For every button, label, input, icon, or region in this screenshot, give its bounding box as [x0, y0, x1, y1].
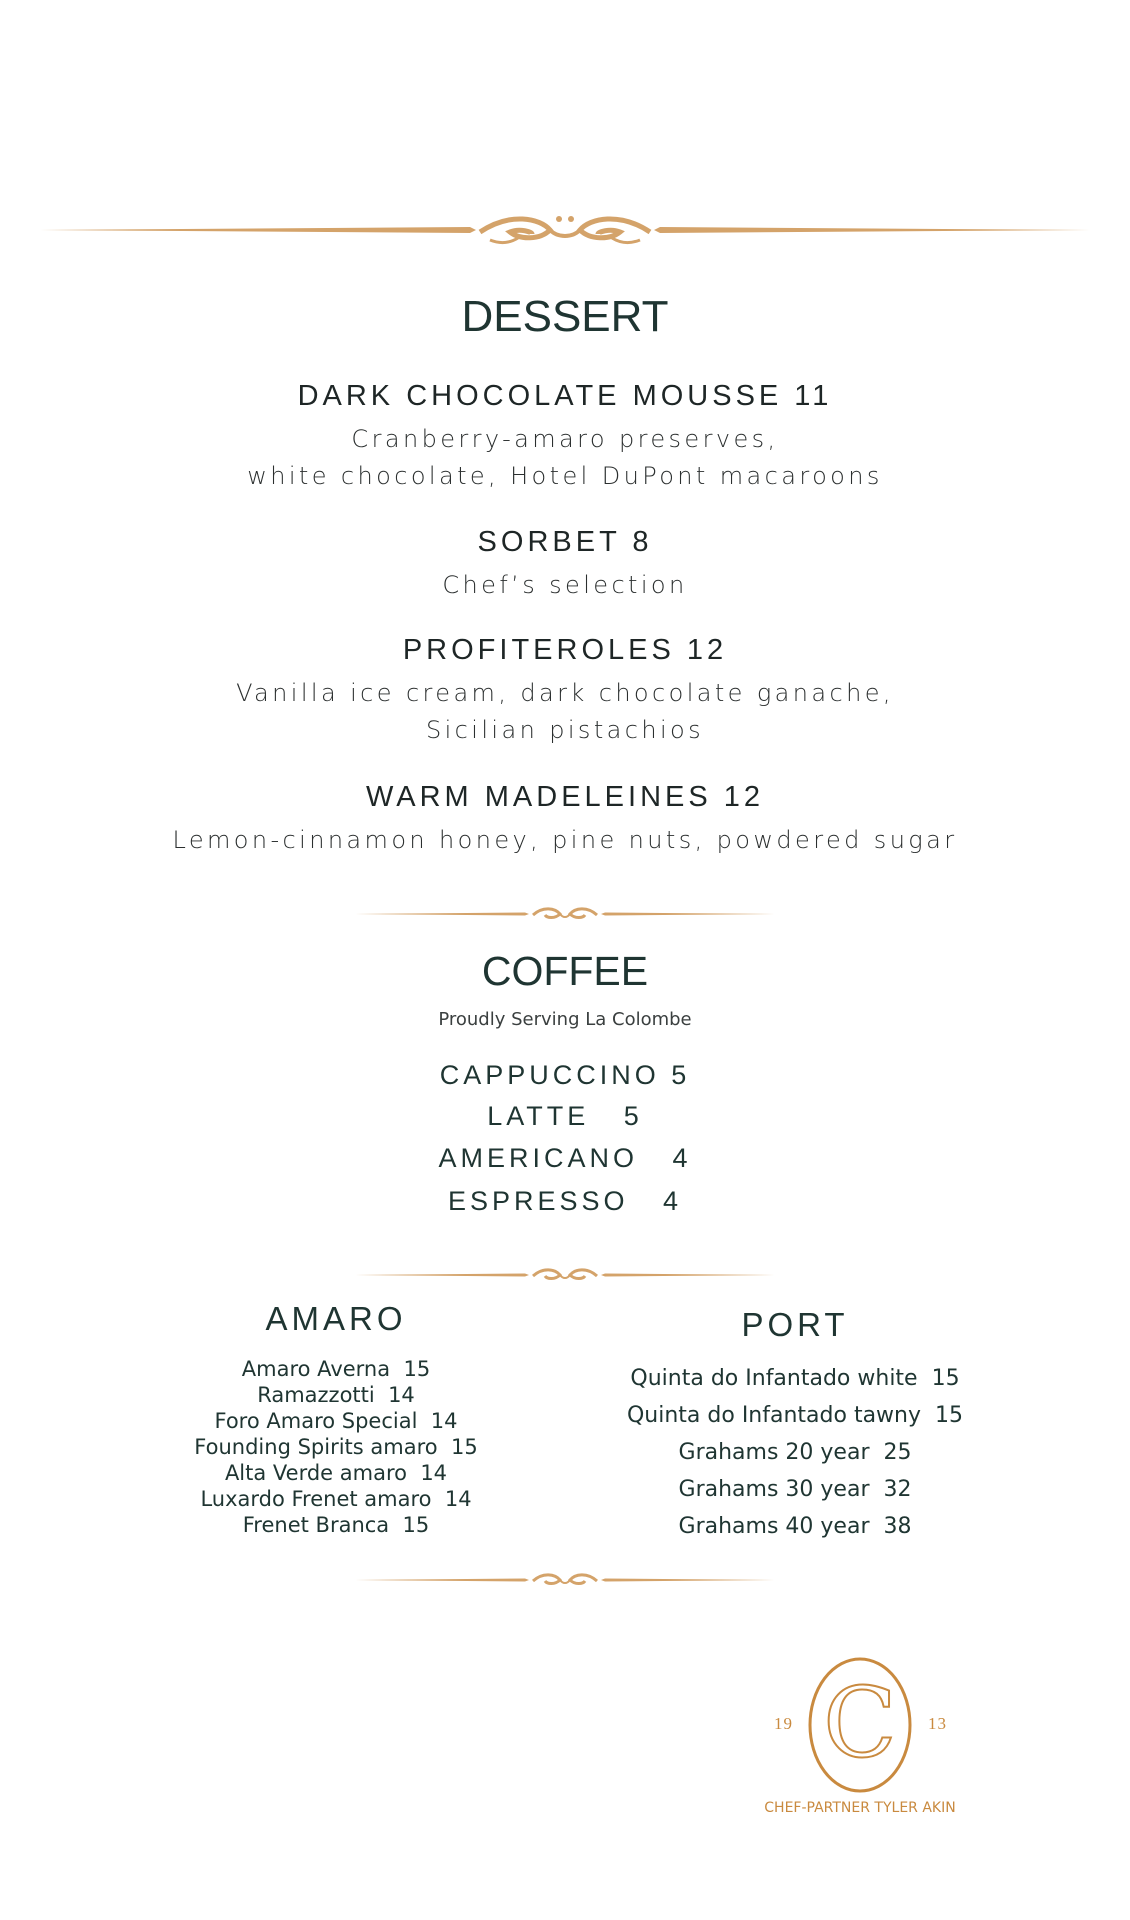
amaro-item: Alta Verde amaro 14 — [224, 1461, 448, 1485]
port-column — [600, 1306, 990, 1545]
coffee-item: CAPPUCCINO 5 — [439, 1060, 691, 1090]
logo-caption: CHEF-PARTNER TYLER AKIN — [764, 1800, 956, 1816]
amaro-item: Amaro Averna 15 — [241, 1357, 431, 1381]
dessert-item-description: Lemon-cinnamon honey, pine nuts, powdered sugar — [172, 826, 958, 854]
coffee-item: AMERICANO 4 — [438, 1143, 692, 1173]
logo-year-left: 19 — [774, 1714, 793, 1733]
logo-letter: C — [823, 1667, 897, 1779]
port-item: Grahams 20 year 25 — [678, 1440, 912, 1465]
dessert-item-description: Chef’s selection — [442, 571, 688, 599]
small-ornament-divider — [355, 1569, 775, 1591]
amaro-title: AMARO — [265, 1300, 407, 1337]
restaurant-logo — [760, 1650, 960, 1830]
coffee-subtitle: Proudly Serving La Colombe — [438, 1009, 692, 1030]
small-ornament-divider — [355, 1264, 775, 1286]
dessert-item-title: DARK CHOCOLATE MOUSSE 11 — [297, 380, 833, 412]
amaro-item: Foro Amaro Special 14 — [214, 1409, 458, 1433]
port-item: Quinta do Infantado white 15 — [630, 1366, 960, 1391]
dessert-item-title: WARM MADELEINES 12 — [365, 781, 765, 813]
coffee-item: ESPRESSO 4 — [447, 1186, 683, 1216]
port-title: PORT — [741, 1306, 849, 1343]
port-item: Quinta do Infantado tawny 15 — [626, 1403, 963, 1428]
top-ornament-divider — [40, 210, 1090, 250]
dessert-item-title: SORBET 8 — [477, 526, 653, 558]
amaro-column — [160, 1300, 512, 1538]
amaro-item: Frenet Branca 15 — [242, 1513, 430, 1537]
port-item: Grahams 40 year 38 — [678, 1514, 912, 1539]
dessert-title: DESSERT — [461, 292, 669, 341]
amaro-item: Ramazzotti 14 — [257, 1383, 415, 1407]
port-item: Grahams 30 year 32 — [678, 1477, 912, 1502]
logo-year-right: 13 — [928, 1714, 947, 1733]
dessert-item-description: Cranberry-amaro preserves, — [351, 425, 779, 453]
small-ornament-divider — [355, 903, 775, 925]
dessert-item-title: PROFITEROLES 12 — [402, 634, 728, 666]
dessert-item-description: white chocolate, Hotel DuPont macaroons — [247, 462, 883, 490]
dessert-item-description: Vanilla ice cream, dark chocolate ganache, — [236, 679, 894, 707]
amaro-item: Luxardo Frenet amaro 14 — [200, 1487, 472, 1511]
coffee-item: LATTE 5 — [487, 1101, 643, 1131]
dessert-item-description: Sicilian pistachios — [425, 716, 705, 744]
coffee-title: COFFEE — [481, 948, 649, 994]
amaro-item: Founding Spirits amaro 15 — [194, 1435, 478, 1459]
